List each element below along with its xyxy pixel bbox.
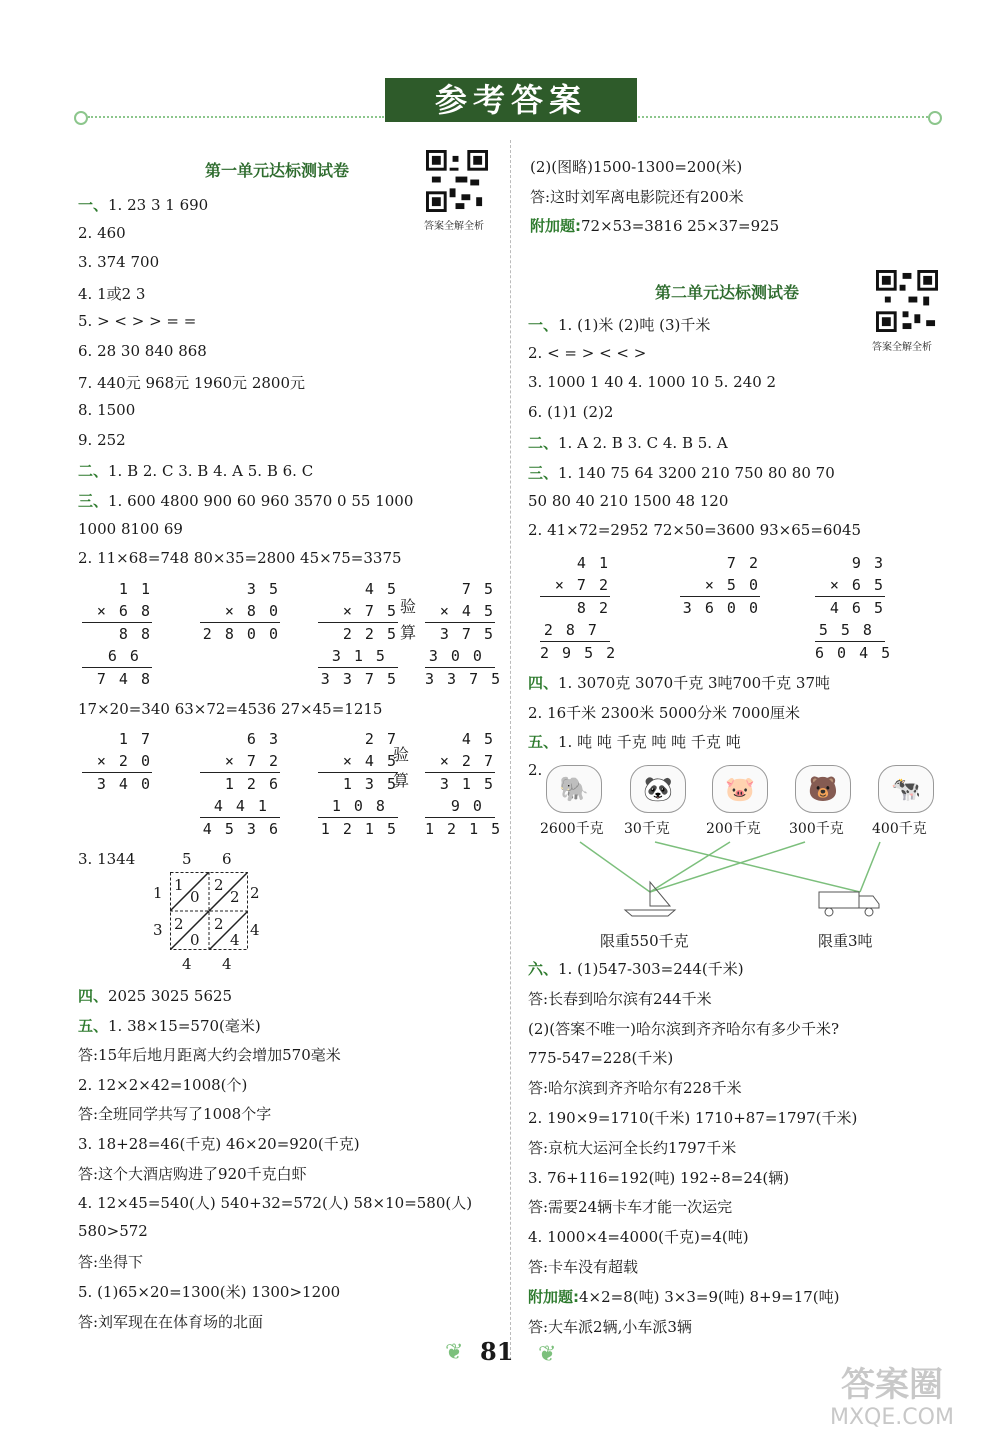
answer-line — [528, 731, 741, 752]
answer-line — [78, 1044, 341, 1065]
vertical-calc — [200, 578, 280, 645]
answer-text: 答:这个大酒店购进了920千克白虾 — [78, 1164, 307, 1183]
answer-text: 2. < = > < < > — [528, 343, 647, 362]
answer-line — [528, 1018, 839, 1039]
answer-line — [528, 672, 830, 693]
answer-text: 1. (1)547-303=244(千米) — [558, 960, 744, 978]
answer-text: 2. 190×9=1710(千米) 1710+87=1797(千米) — [528, 1109, 858, 1127]
qr-code-icon — [876, 270, 938, 332]
answer-text: 答:哈尔滨到齐齐哈尔有228千米 — [528, 1079, 742, 1098]
leaf-icon: ❦ — [538, 1342, 557, 1367]
calc-row: 4 5 — [461, 730, 495, 748]
calc-row: × 6 5 — [815, 574, 885, 597]
calc-row: × 8 0 — [200, 600, 280, 623]
answer-line — [528, 1077, 742, 1098]
answer-text: 9. 252 — [78, 430, 126, 449]
answer-text: 2. — [528, 760, 543, 779]
answer-line — [530, 156, 742, 177]
answer-line — [528, 432, 728, 453]
calc-row: 3 3 7 5 — [320, 670, 398, 688]
item-3: 3. 1344 — [78, 850, 136, 868]
calc-row: 1 7 — [118, 730, 152, 748]
section-marker: 附加题: — [528, 1287, 579, 1306]
answer-text: 3. 18+28=46(千克) 46×20=920(千克) — [78, 1135, 360, 1153]
answer-text: 4. 1000×4=4000(千克)=4(吨) — [528, 1228, 749, 1247]
answer-line — [78, 431, 126, 449]
answer-text: 1000 8100 69 — [78, 519, 183, 538]
calc-row: 1 0 8 — [318, 795, 398, 818]
calc-row: 4 5 3 6 — [202, 820, 280, 838]
answer-text: 答:刘军现在在体育场的北面 — [78, 1312, 264, 1331]
calc-row: 7 5 — [461, 580, 495, 598]
calc-row: 2 8 0 0 — [202, 625, 280, 643]
lattice-digit: 4 — [222, 955, 232, 973]
answer-text: 5. > < > > = = — [78, 312, 197, 331]
weight-label: 2600千克 — [540, 821, 604, 837]
calc-row: 5 5 8 — [815, 619, 885, 642]
calc-row: × 4 5 — [425, 600, 495, 623]
answer-line — [78, 985, 232, 1006]
answer-line — [528, 1256, 638, 1277]
calc-row: 3 1 5 — [318, 645, 398, 668]
calc-row: × 5 0 — [680, 574, 760, 597]
section-marker: 一、 — [528, 316, 559, 334]
answer-line — [78, 1251, 143, 1272]
lattice-digit: 4 — [182, 955, 192, 973]
answer-line — [78, 1074, 247, 1095]
answer-line — [78, 1192, 472, 1213]
truck-icon — [815, 878, 885, 920]
lattice-digit: 5 — [182, 850, 192, 868]
weight-label: 30千克 — [624, 821, 670, 837]
answer-line — [530, 215, 779, 236]
answer-text: 1. 23 3 1 690 — [108, 196, 209, 214]
answer-text: 1. 3070克 3070千克 3吨700千克 37吨 — [558, 674, 831, 692]
leaf-icon: ❦ — [445, 1340, 464, 1365]
answer-text: 1. B 2. C 3. B 4. A 5. B 6. C — [108, 462, 314, 481]
calc-row: × 2 0 — [82, 750, 152, 773]
section-marker: 二、 — [528, 434, 559, 453]
verify-label: 验 算 — [400, 597, 417, 642]
animal-icon: 🐼 — [630, 765, 686, 813]
qr-caption: 答案全解全析 — [872, 342, 932, 353]
answer-line — [78, 520, 183, 538]
answer-line — [530, 186, 744, 207]
lattice-digit: 1 — [153, 884, 163, 902]
calc-row: 4 5 — [364, 580, 398, 598]
calc-row: × 2 7 — [425, 750, 495, 773]
answer-text: 2025 3025 5625 — [108, 987, 233, 1005]
lattice-digit: 2 — [250, 884, 260, 902]
calc-row: 2 7 — [364, 730, 398, 748]
section-marker: 五、 — [78, 1016, 109, 1035]
answer-text: 答:15年后地月距离大约会增加570毫米 — [78, 1046, 341, 1065]
answer-text: 答:长春到哈尔滨有244千米 — [528, 989, 712, 1008]
answer-text: 答:大车派2辆,小车派3辆 — [528, 1317, 692, 1336]
answer-line — [528, 1047, 673, 1068]
calc-row: × 7 5 — [318, 600, 398, 623]
watermark-logo: 答案圈 — [840, 1365, 943, 1405]
answer-line — [528, 344, 646, 362]
calc-row: 6 3 — [246, 730, 280, 748]
answer-line — [528, 403, 613, 421]
header-rule-right — [638, 116, 928, 118]
answer-line — [528, 1167, 789, 1188]
answer-text: 4×2=8(吨) 3×3=9(吨) 8+9=17(吨) — [579, 1287, 840, 1306]
answer-text: 2. 41×72=2952 72×50=3600 93×65=6045 — [528, 521, 862, 540]
section-title-unit2: 第二单元达标测试卷 — [655, 283, 800, 302]
qr-code-icon — [426, 150, 488, 212]
section-title-unit1: 第一单元达标测试卷 — [205, 161, 350, 180]
answer-text: 3. 374 700 — [78, 253, 160, 272]
watermark-url: MXQE.COM — [830, 1405, 954, 1430]
section-marker: 四、 — [78, 987, 109, 1005]
vertical-calc — [815, 552, 893, 664]
answer-line — [528, 492, 728, 510]
answer-text: 答:需要24辆卡车才能一次运完 — [528, 1198, 733, 1217]
answer-text: 1. 吨 吨 千克 吨 吨 千克 吨 — [558, 733, 741, 752]
column-divider — [510, 140, 511, 1360]
answer-text: 1. A 2. B 3. C 4. B 5. A — [558, 434, 728, 453]
calc-row: 1 2 1 5 — [320, 820, 398, 838]
answer-text: 答:卡车没有超载 — [528, 1258, 639, 1276]
header-rule-left — [88, 116, 384, 118]
answer-line — [78, 1015, 261, 1036]
calc-row: 3 5 — [246, 580, 280, 598]
answer-text: (2)(答案不唯一)哈尔滨到齐齐哈尔有多少千米? — [528, 1019, 839, 1038]
answer-text: 8. 1500 — [78, 401, 136, 420]
answer-text: 2. 16千米 2300米 5000分米 7000厘米 — [528, 703, 800, 722]
answer-line — [528, 702, 800, 723]
answer-text: 7. 440元 968元 1960元 2800元 — [78, 373, 305, 392]
calc-row: 4 4 1 — [200, 795, 280, 818]
verify-label: 验 算 — [393, 745, 410, 790]
calc-row: 7 2 — [726, 554, 760, 572]
section-marker: 二、 — [78, 462, 109, 481]
section-marker: 三、 — [78, 492, 109, 510]
calc-row: 1 2 6 — [224, 775, 280, 793]
answer-line — [78, 401, 135, 419]
answer-text: 5. (1)65×20=1300(米) 1300>1200 — [78, 1283, 341, 1301]
answer-text: 3. 76+116=192(吨) 192÷8=24(辆) — [528, 1168, 790, 1187]
answer-text: 答:坐得下 — [78, 1253, 144, 1272]
answer-text: (2)(图略)1500-1300=200(米) — [530, 158, 743, 176]
answer-text: 580>572 — [78, 1221, 148, 1240]
answer-line — [78, 253, 159, 271]
lattice-digit: 1 — [174, 876, 184, 894]
answer-text: 2. 12×2×42=1008(个) — [78, 1075, 248, 1094]
answer-text: 3. 1000 1 40 4. 1000 10 5. 240 2 — [528, 373, 777, 392]
answer-text: 775-547=228(千米) — [528, 1049, 674, 1068]
weight-label: 200千克 — [706, 821, 761, 837]
answer-line — [78, 460, 313, 481]
answer-line — [528, 988, 712, 1009]
vehicle-label-boat: 限重550千克 — [600, 932, 689, 950]
section-marker: 三、 — [528, 464, 559, 482]
calc-row: 9 3 — [851, 554, 885, 572]
vertical-calc — [82, 578, 152, 690]
calc-row: 1 1 — [118, 580, 152, 598]
calc-row: 2 8 7 — [540, 619, 610, 642]
vertical-calc — [425, 578, 503, 690]
answer-line — [528, 1226, 749, 1247]
answer-text: 2. 11×68=748 80×35=2800 45×75=3375 — [78, 549, 402, 568]
calc-row: 2 2 5 — [342, 625, 398, 643]
answer-line — [78, 549, 402, 567]
answer-text: 1. 140 75 64 3200 210 750 80 80 70 — [558, 464, 835, 482]
answer-line — [528, 521, 861, 539]
answer-text: 1. (1)米 (2)吨 (3)千米 — [558, 316, 711, 334]
answer-line — [528, 1286, 840, 1307]
answer-line — [78, 312, 196, 330]
page-title: 参考答案 — [385, 78, 637, 122]
calc-row: 3 3 7 5 — [425, 670, 503, 688]
lattice-digit: 6 — [222, 850, 232, 868]
lattice-digit: 4 — [250, 921, 260, 939]
calc-row: 1 2 1 5 — [425, 820, 503, 838]
calc-row: 9 0 — [425, 795, 495, 818]
answer-line — [78, 283, 145, 304]
calc-row: 2 9 5 2 — [540, 644, 618, 662]
calc-row: 8 2 — [576, 599, 610, 617]
answer-text: 6. 28 30 840 868 — [78, 342, 207, 360]
section-marker: 附加题: — [530, 217, 581, 236]
vehicle-label-truck: 限重3吨 — [818, 932, 873, 950]
answer-line — [528, 958, 744, 979]
answer-line — [528, 1137, 736, 1158]
answer-text: 答:全班同学共写了1008个字 — [78, 1105, 272, 1124]
calc-row: 7 4 8 — [96, 670, 152, 688]
answer-line — [78, 372, 305, 393]
watermark — [830, 1365, 954, 1431]
animal-icon: 🐻 — [795, 765, 851, 813]
header-dot-left — [74, 111, 88, 125]
lattice-digit: 3 — [153, 921, 163, 939]
answer-text: 2. 460 — [78, 223, 126, 242]
lattice-digit: 2 — [174, 915, 184, 933]
answer-line — [78, 224, 126, 242]
answer-line — [528, 314, 710, 335]
calc-row: 4 1 — [576, 554, 610, 572]
animal-icon: 🐄 — [878, 765, 934, 813]
answer-text: 72×53=3816 25×37=925 — [581, 217, 780, 236]
section-marker: 六、 — [528, 960, 559, 978]
answer-line — [78, 1163, 307, 1184]
vertical-calc — [318, 578, 398, 690]
calc-row: 3 0 0 — [425, 645, 495, 668]
answer-line — [528, 1107, 857, 1128]
calc-row: 3 1 5 — [439, 775, 495, 793]
weight-label: 400千克 — [872, 821, 927, 837]
answer-text: 4. 12×45=540(人) 540+32=572(人) 58×10=580(人) — [78, 1194, 473, 1213]
answer-text: 答:京杭大运河全长约1797千米 — [528, 1138, 737, 1157]
calc-row: 3 6 0 0 — [682, 599, 760, 617]
vertical-calc — [82, 728, 152, 795]
weight-label: 300千克 — [789, 821, 844, 837]
answer-line — [78, 1103, 271, 1124]
calc-row: 4 6 5 — [829, 599, 885, 617]
answer-line — [78, 194, 208, 215]
vertical-calc — [540, 552, 618, 664]
answer-line — [78, 1222, 148, 1240]
calc-row: 3 4 0 — [96, 775, 152, 793]
answer-text: 6. (1)1 (2)2 — [528, 402, 614, 421]
animal-icon: 🐘 — [546, 765, 602, 813]
eq-row2: 17×20=340 63×72=4536 27×45=1215 — [78, 700, 383, 718]
answer-line — [78, 490, 413, 511]
vertical-calc — [318, 728, 398, 840]
calc-row: 6 0 4 5 — [815, 644, 893, 662]
animal-icon: 🐷 — [712, 765, 768, 813]
boat-icon — [620, 880, 680, 920]
answer-line — [78, 342, 207, 360]
answer-line — [528, 1316, 692, 1337]
lattice-digit: 4 — [230, 931, 240, 949]
calc-row: × 6 8 — [82, 600, 152, 623]
answer-line — [528, 462, 835, 483]
calc-row: × 4 5 — [318, 750, 398, 773]
calc-row: × 7 2 — [540, 574, 610, 597]
answer-line — [78, 1281, 340, 1302]
vertical-calc — [425, 728, 503, 840]
vertical-calc — [680, 552, 760, 619]
page-number: 81 — [480, 1337, 514, 1366]
lattice-digit: 0 — [190, 888, 200, 906]
lattice-digit: 2 — [230, 888, 240, 906]
answer-line — [528, 761, 542, 779]
answer-text: 1. 600 4800 900 60 960 3570 0 55 1000 — [108, 492, 414, 510]
answer-text: 4. 1或2 3 — [78, 284, 146, 303]
answer-text: 答:这时刘军离电影院还有200米 — [530, 187, 744, 206]
answer-text: 50 80 40 210 1500 48 120 — [528, 491, 729, 510]
lattice-digit: 0 — [190, 931, 200, 949]
section-marker: 四、 — [528, 674, 559, 692]
calc-row: 6 6 — [82, 645, 152, 668]
lattice-digit: 2 — [214, 915, 224, 933]
calc-row: 1 3 5 — [342, 775, 398, 793]
calc-row: 8 8 — [118, 625, 152, 643]
answer-line — [78, 1311, 263, 1332]
vertical-calc — [200, 728, 280, 840]
answer-line — [528, 1196, 732, 1217]
qr-caption: 答案全解全析 — [424, 221, 484, 232]
lattice-digit: 2 — [214, 876, 224, 894]
section-marker: 五、 — [528, 733, 559, 752]
answer-line — [78, 1133, 360, 1154]
calc-row: 3 7 5 — [439, 625, 495, 643]
section-marker: 一、 — [78, 196, 109, 214]
header-dot-right — [928, 111, 942, 125]
answer-line — [528, 373, 776, 391]
answer-text: 1. 38×15=570(毫米) — [108, 1016, 261, 1035]
calc-row: × 7 2 — [200, 750, 280, 773]
